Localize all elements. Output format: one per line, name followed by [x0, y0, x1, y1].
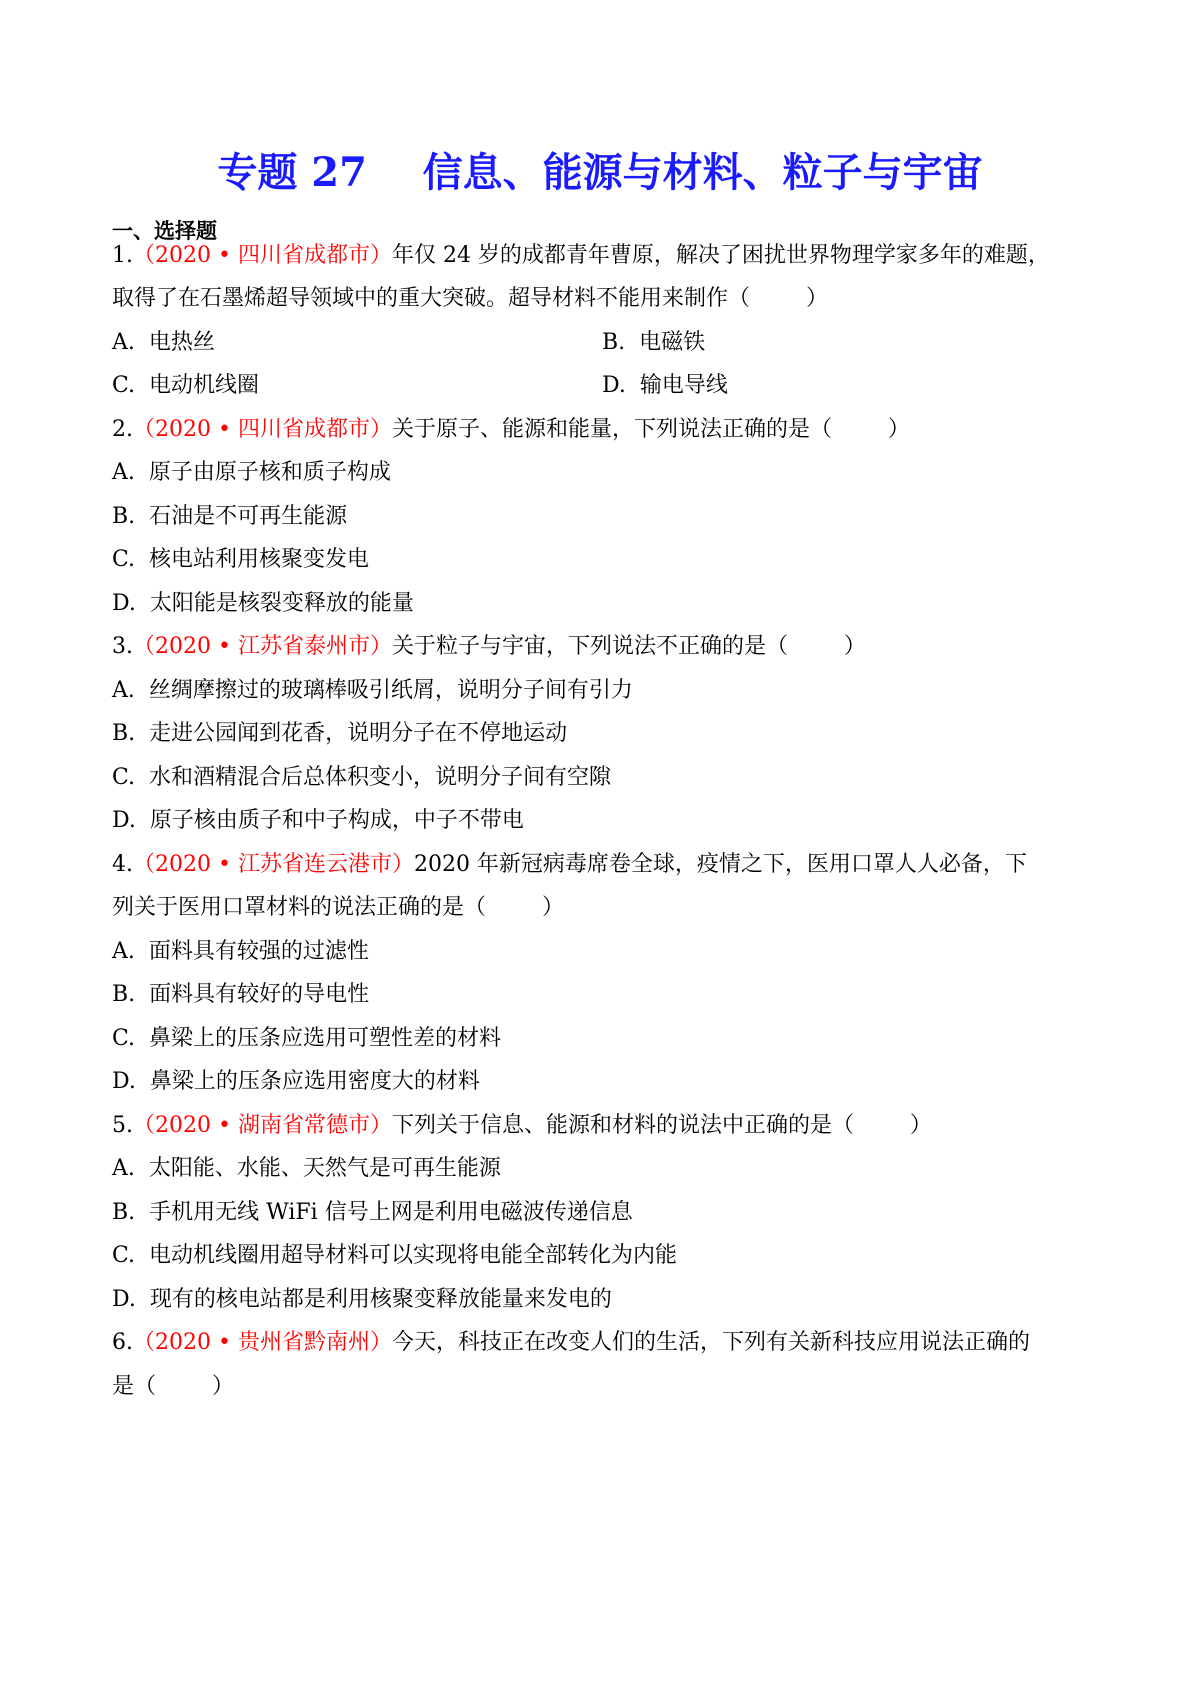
question-5-stem [112, 1108, 932, 1144]
question-5-option-c: C. 电动机线圈用超导材料可以实现将电能全部转化为内能 [112, 1243, 678, 1268]
question-5-option-a: A. 太阳能、水能、天然气是可再生能源 [112, 1156, 501, 1181]
question-5-option-b: B. 手机用无线 WiFi 信号上网是利用电磁波传递信息 [112, 1200, 633, 1225]
question-source: （2020 • 湖南省常德市） [133, 1113, 392, 1138]
question-2-option-c: C. 核电站利用核聚变发电 [112, 547, 370, 572]
question-5-option-d: D. 现有的核电站都是利用核聚变释放能量来发电的 [112, 1287, 612, 1312]
question-6-stem-cont: 是（ ） [112, 1374, 234, 1399]
question-text: 2020 年新冠病毒席卷全球，疫情之下，医用口罩人人必备，下 [413, 852, 1027, 877]
question-3-option-a: A. 丝绸摩擦过的玻璃棒吸引纸屑，说明分子间有引力 [112, 678, 633, 703]
question-2-option-b: B. 石油是不可再生能源 [112, 504, 348, 529]
question-1-option-c: C. 电动机线圈 [112, 373, 260, 398]
question-4-option-a: A. 面料具有较强的过滤性 [112, 939, 369, 964]
question-2-option-a: A. 原子由原子核和质子构成 [112, 460, 391, 485]
question-number: 4. [112, 852, 133, 877]
question-source: （2020 • 贵州省黔南州） [133, 1330, 392, 1355]
question-number: 5. [112, 1113, 133, 1138]
question-1-option-b: B. 电磁铁 [602, 330, 706, 355]
question-number: 2. [112, 417, 133, 442]
question-1-stem-cont: 取得了在石墨烯超导领域中的重大突破。超导材料不能用来制作（ ） [112, 286, 828, 311]
question-1-option-a: A. 电热丝 [112, 330, 215, 355]
question-3-option-d: D. 原子核由质子和中子构成，中子不带电 [112, 808, 524, 833]
question-source: （2020 • 江苏省泰州市） [133, 634, 392, 659]
question-3-option-c: C. 水和酒精混合后总体积变小，说明分子间有空隙 [112, 765, 612, 790]
question-4-option-b: B. 面料具有较好的导电性 [112, 982, 370, 1007]
question-text: 下列关于信息、能源和材料的说法中正确的是（ ） [391, 1113, 932, 1138]
question-2-stem [112, 412, 910, 448]
section-heading: 一、选择题 [112, 219, 217, 243]
question-number: 3. [112, 634, 133, 659]
question-3-option-b: B. 走进公园闻到花香，说明分子在不停地运动 [112, 721, 568, 746]
question-4-stem-cont: 列关于医用口罩材料的说法正确的是（ ） [112, 895, 564, 920]
question-source: （2020 • 四川省成都市） [133, 243, 392, 268]
question-text: 年仅 24 岁的成都青年曹原，解决了困扰世界物理学家多年的难题， [391, 243, 1050, 268]
question-4-stem [112, 847, 1027, 883]
question-number: 6. [112, 1330, 133, 1355]
question-4-option-c: C. 鼻梁上的压条应选用可塑性差的材料 [112, 1026, 502, 1051]
question-3-stem [112, 629, 866, 665]
page-title: 专题 27 信息、能源与材料、粒子与宇宙 [217, 149, 983, 196]
question-source: （2020 • 江苏省连云港市） [133, 852, 414, 877]
question-2-option-d: D. 太阳能是核裂变释放的能量 [112, 591, 414, 616]
question-source: （2020 • 四川省成都市） [133, 417, 392, 442]
question-text: 关于粒子与宇宙，下列说法不正确的是（ ） [391, 634, 866, 659]
question-1-option-d: D. 输电导线 [602, 373, 728, 398]
question-1-stem [112, 238, 1050, 274]
question-6-stem [112, 1325, 1030, 1361]
question-text: 今天，科技正在改变人们的生活，下列有关新科技应用说法正确的 [391, 1330, 1030, 1355]
question-number: 1. [112, 243, 133, 268]
question-text: 关于原子、能源和能量，下列说法正确的是（ ） [391, 417, 910, 442]
question-4-option-d: D. 鼻梁上的压条应选用密度大的材料 [112, 1069, 480, 1094]
